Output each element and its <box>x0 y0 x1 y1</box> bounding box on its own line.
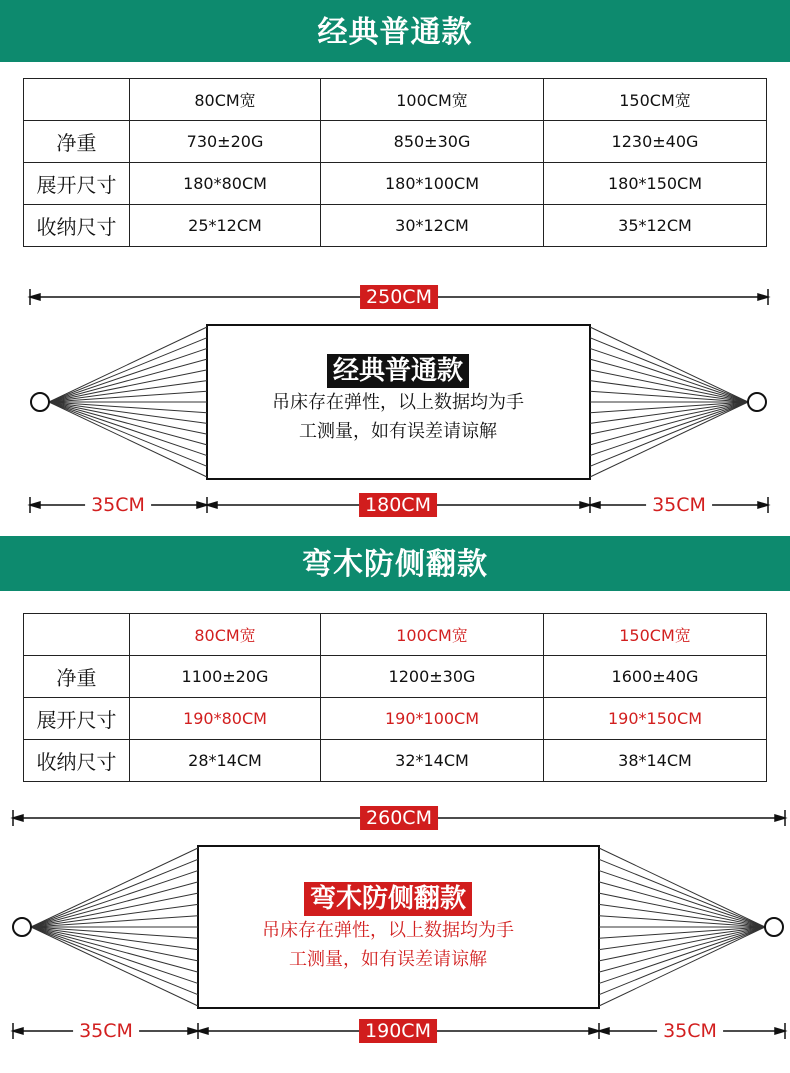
table-cell: 32*14CM <box>321 740 544 782</box>
table-cell: 180*100CM <box>321 163 544 205</box>
hammock-string <box>599 927 765 938</box>
table-cell: 190*100CM <box>321 698 544 740</box>
hammock-string <box>590 338 748 402</box>
table-header-row <box>24 79 767 121</box>
table-row <box>24 740 767 782</box>
right-ring <box>765 918 783 936</box>
hammock-string <box>590 402 748 434</box>
hammock-string <box>49 402 207 477</box>
left-ring <box>13 918 31 936</box>
hammock-string <box>599 927 765 972</box>
hammock-string <box>31 859 198 927</box>
curved-hammock-diagram <box>0 800 790 1058</box>
table-cell: 180*150CM <box>544 163 767 205</box>
table-cell: 1230±40G <box>544 121 767 163</box>
table-header-cell: 100CM宽 <box>321 614 544 656</box>
table-cell: 38*14CM <box>544 740 767 782</box>
hammock-string <box>599 927 765 950</box>
classic-note-line1: 吊床存在弹性，以上数据均为手 <box>272 392 524 413</box>
bed-length-label: 180CM <box>359 493 437 517</box>
classic-spec-table <box>23 78 767 247</box>
hammock-string <box>31 927 198 972</box>
hammock-string <box>49 402 207 456</box>
hammock-string <box>599 927 765 983</box>
table-row <box>24 698 767 740</box>
row-label-weight: 净重 <box>24 121 130 163</box>
table-cell: 1100±20G <box>130 656 321 698</box>
table-cell: 180*80CM <box>130 163 321 205</box>
hammock-string <box>599 904 765 927</box>
hammock-string <box>590 359 748 402</box>
row-label-unfolded-size: 展开尺寸 <box>24 698 130 740</box>
table-row <box>24 205 767 247</box>
table-header-cell: 150CM宽 <box>544 79 767 121</box>
hammock-string <box>49 402 207 466</box>
table-cell: 30*12CM <box>321 205 544 247</box>
table-cell: 28*14CM <box>130 740 321 782</box>
hammock-string <box>31 927 198 938</box>
table-header-cell: 80CM宽 <box>130 79 321 121</box>
total-length-label: 250CM <box>360 285 438 309</box>
hammock-string <box>590 402 748 445</box>
classic-banner <box>0 0 790 62</box>
hammock-string <box>599 893 765 927</box>
hammock-string <box>31 927 198 995</box>
row-label-unfolded-size: 展开尺寸 <box>24 163 130 205</box>
hammock-string <box>599 848 765 927</box>
hammock-string <box>590 370 748 402</box>
left-length-label: 35CM <box>73 1019 139 1043</box>
hammock-string <box>590 402 748 466</box>
hammock-string <box>31 927 198 961</box>
table-cell: 730±20G <box>130 121 321 163</box>
hammock-string <box>49 338 207 402</box>
table-cell: 190*150CM <box>544 698 767 740</box>
table-row <box>24 121 767 163</box>
hammock-string <box>590 402 748 456</box>
classic-caption-title: 经典普通款 <box>327 354 469 388</box>
table-cell: 1600±40G <box>544 656 767 698</box>
hammock-string <box>590 402 748 477</box>
table-header-cell: 80CM宽 <box>130 614 321 656</box>
curved-caption-title: 弯木防侧翻款 <box>304 882 472 916</box>
total-length-label: 260CM <box>360 806 438 830</box>
curved-spec-table <box>23 613 767 782</box>
hammock-string <box>49 370 207 402</box>
classic-hammock-diagram <box>0 280 790 525</box>
hammock-string <box>31 871 198 927</box>
hammock-string <box>31 893 198 927</box>
table-header-cell: 100CM宽 <box>321 79 544 121</box>
hammock-string <box>31 904 198 927</box>
table-cell: 1200±30G <box>321 656 544 698</box>
curved-banner-title: 弯木防侧翻款 <box>302 547 488 582</box>
hammock-string <box>49 402 207 445</box>
table-corner-cell <box>24 614 130 656</box>
hammock-string <box>31 927 198 950</box>
table-cell: 190*80CM <box>130 698 321 740</box>
left-ring <box>31 393 49 411</box>
table-cell: 850±30G <box>321 121 544 163</box>
row-label-weight: 净重 <box>24 656 130 698</box>
table-header-row <box>24 614 767 656</box>
hammock-string <box>31 927 198 1006</box>
hammock-string <box>599 882 765 927</box>
curved-note-line2: 工测量，如有误差请谅解 <box>289 949 487 970</box>
hammock-string <box>31 927 198 983</box>
table-corner-cell <box>24 79 130 121</box>
classic-banner-title: 经典普通款 <box>317 15 473 50</box>
curved-note-line1: 吊床存在弹性，以上数据均为手 <box>262 920 514 941</box>
right-length-label: 35CM <box>657 1019 723 1043</box>
table-cell: 35*12CM <box>544 205 767 247</box>
table-row <box>24 656 767 698</box>
right-length-label: 35CM <box>646 493 712 517</box>
hammock-string <box>590 327 748 402</box>
bed-length-label: 190CM <box>359 1019 437 1043</box>
hammock-string <box>599 871 765 927</box>
hammock-string <box>599 927 765 1006</box>
classic-caption <box>272 354 524 446</box>
hammock-string <box>49 327 207 402</box>
curved-banner <box>0 536 790 591</box>
row-label-packed-size: 收纳尺寸 <box>24 740 130 782</box>
hammock-string <box>49 402 207 434</box>
curved-caption <box>262 882 514 974</box>
right-ring <box>748 393 766 411</box>
hammock-string <box>49 359 207 402</box>
row-label-packed-size: 收纳尺寸 <box>24 205 130 247</box>
left-length-label: 35CM <box>85 493 151 517</box>
hammock-string <box>31 848 198 927</box>
hammock-string <box>599 927 765 961</box>
hammock-string <box>49 348 207 402</box>
hammock-string <box>31 882 198 927</box>
classic-note-line2: 工测量，如有误差请谅解 <box>299 421 497 442</box>
hammock-string <box>599 927 765 995</box>
hammock-string <box>599 916 765 927</box>
table-row <box>24 163 767 205</box>
table-header-cell: 150CM宽 <box>544 614 767 656</box>
hammock-string <box>599 859 765 927</box>
hammock-string <box>31 916 198 927</box>
hammock-string <box>590 348 748 402</box>
table-cell: 25*12CM <box>130 205 321 247</box>
